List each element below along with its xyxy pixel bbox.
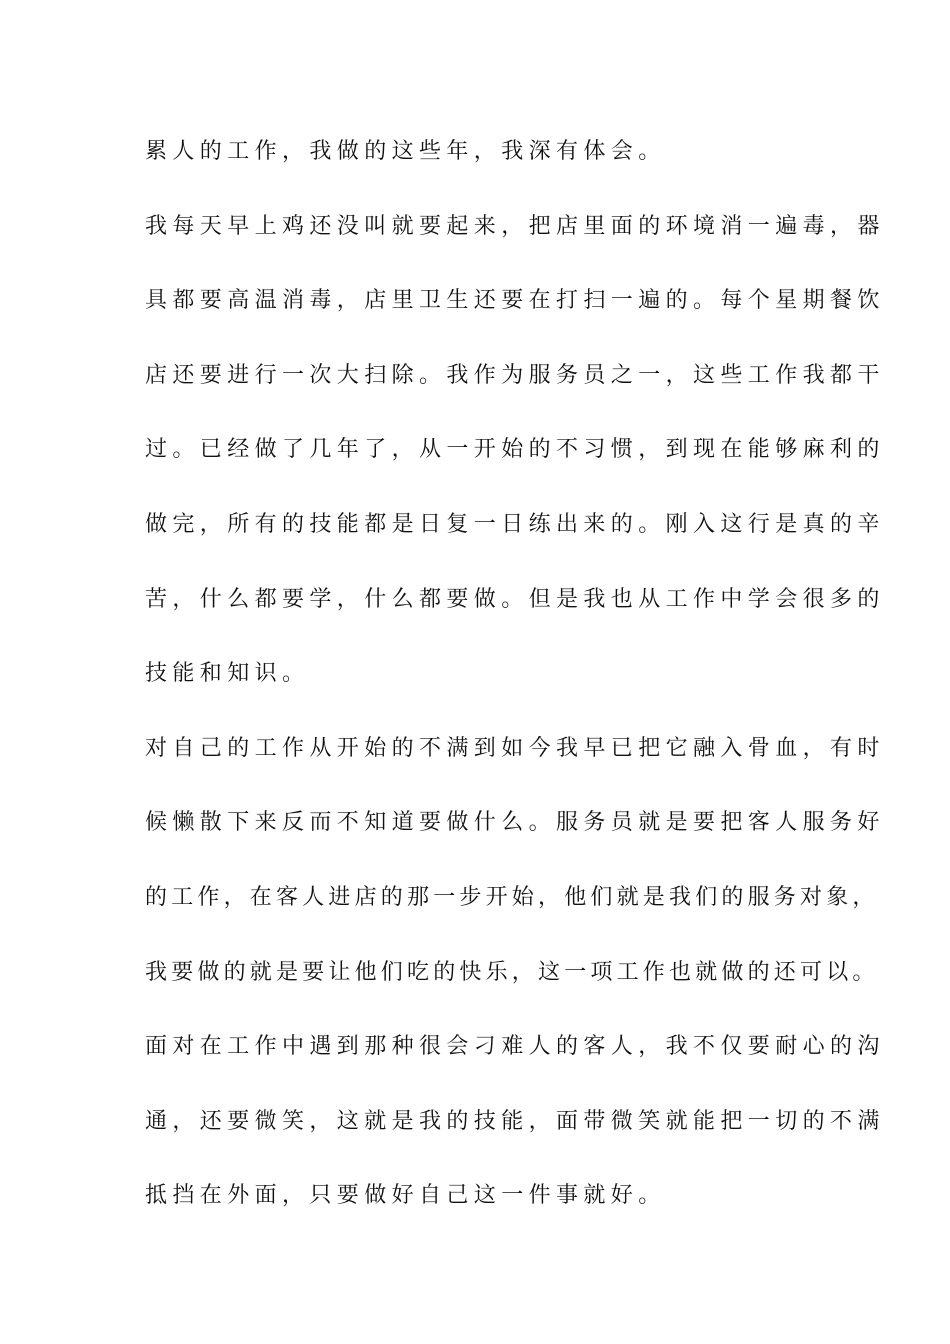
text-line: 我要做的就是要让他们吃的快乐，这一项工作也就做的还可以。	[145, 960, 879, 985]
text-line: 候懒散下来反而不知道要做什么。服务员就是要把客人服务好	[145, 810, 885, 835]
text-line: 做完，所有的技能都是日复一日练出来的。刚入这行是真的辛	[145, 512, 885, 537]
text-line: 对自己的工作从开始的不满到如今我早已把它融入骨血，有时	[145, 736, 885, 761]
text-line: 累人的工作，我做的这些年，我深有体会。	[145, 139, 666, 164]
text-line: 的工作，在客人进店的那一步开始，他们就是我们的服务对象，	[145, 885, 879, 910]
text-line: 具都要高温消毒，店里卫生还要在打扫一遍的。每个星期餐饮	[145, 288, 885, 313]
text-line: 面对在工作中遇到那种很会刁难人的客人，我不仅要耐心的沟	[145, 1034, 885, 1059]
text-line: 技能和知识。	[145, 661, 310, 686]
text-line: 店还要进行一次大扫除。我作为服务员之一，这些工作我都干	[145, 363, 885, 388]
text-line: 过。已经做了几年了，从一开始的不习惯，到现在能够麻利的	[145, 437, 885, 462]
text-line: 我每天早上鸡还没叫就要起来，把店里面的环境消一遍毒，器	[145, 214, 885, 239]
text-line: 苦，什么都要学，什么都要做。但是我也从工作中学会很多的	[145, 587, 885, 612]
text-line: 抵挡在外面，只要做好自己这一件事就好。	[145, 1183, 666, 1208]
text-line: 通，还要微笑，这就是我的技能，面带微笑就能把一切的不满	[145, 1109, 885, 1134]
